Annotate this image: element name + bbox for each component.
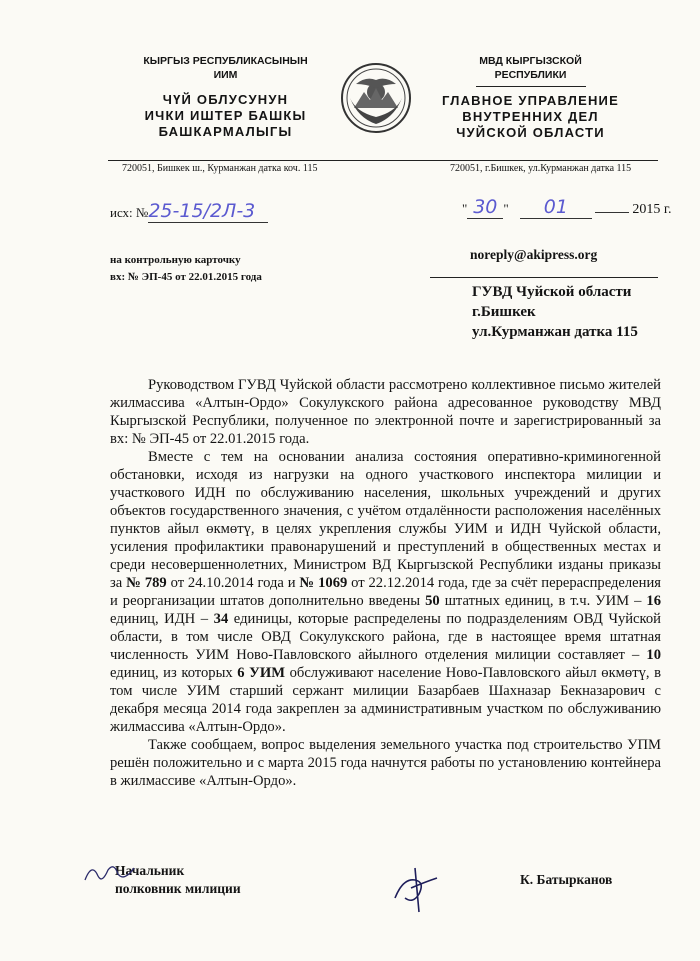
header-right-big-3: ЧУЙСКОЙ ОБЛАСТИ xyxy=(456,125,605,140)
address-left: 720051, Бишкек ш., Курманжан датка коч. 115 xyxy=(122,163,318,174)
body-paragraph-2: Вместе с тем на основании анализа состояния оперативно-криминогенной обстановки, исходя из нагрузки на одного участкового инспектора милиции и участкового ИДН по обслуживанию населения, школьных учреждений и других объектов государственного значения, с учётом отдалённости расположения населённых пунктов айыл өкмөтү, в целях укрепления службы УИМ и ИДН Чуйской области, усиления профилактики правонарушений и преступлений в общественных местах и среди несовершеннолетних, Министром ВД Кыргызской Республики изданы приказы за № 789 от 24.10.2014 года и № 1069 от 22.12.2014 года, где за счёт перераспределения и реорганизации штатов дополнительно введены 50 штатных единиц, в т.ч. УИМ – 16 единиц, ИДН – 34 единицы, которые распределены по подразделениям ОВД Чуйской области, в том числе ОВД Сокулукского района, где в настоящее время штатная численность УИМ Ново-Павловского айылного отделения милиции составляет – 10 единиц, из которых 6 УИМ обслуживают население Ново-Павловского айыл өкмөтү, в том числе УИМ старший сержант милиции Базарбаев Шахназар Бекназарович с декабря месяца 2014 года закреплен за административным участком по обслуживанию жилмассива «Алтын-Ордо». xyxy=(110,449,662,735)
header-right-big-1: ГЛАВНОЕ УПРАВЛЕНИЕ xyxy=(442,93,619,108)
state-emblem-icon xyxy=(340,62,412,134)
header-right-small-2: РЕСПУБЛИКИ xyxy=(494,69,567,81)
control-label: на контрольную карточку xyxy=(110,254,241,266)
header-left-big-2: ИЧКИ ИШТЕР БАШКЫ xyxy=(144,108,307,123)
letter-body xyxy=(110,376,661,790)
recipient-line-3: ул.Курманжан датка 115 xyxy=(472,324,638,340)
body-paragraph-1: Руководством ГУВД Чуйской области рассмотрено коллективное письмо жителей жилмассива «Алтын-Ордо» Сокулукского района адресованное руководству МВД Кыргызской Республики, полученное по электронной почте и зарегистрированный за вх: № ЭП-45 от 22.01.2015 года. xyxy=(110,377,661,447)
body-paragraph-3: Также сообщаем, вопрос выделения земельного участка под строительство УПМ решён положительно и с марта 2015 года начнутся работы по установлению контейнера в жилмассиве «Алтын-Ордо». xyxy=(110,737,661,789)
signature-title-1: Начальник xyxy=(115,863,185,878)
incoming-number: вх: № ЭП-45 от 22.01.2015 года xyxy=(110,271,262,283)
outgoing-handwritten: 25-15/2Л-3 xyxy=(148,200,256,222)
header-left-big-3: БАШКАРМАЛЫГЫ xyxy=(158,124,293,139)
recipient-email: noreply@akipress.org xyxy=(470,247,598,262)
initials-scribble-icon xyxy=(80,858,140,888)
control-card xyxy=(110,252,262,286)
header-right-big-2: ВНУТРЕННИХ ДЕЛ xyxy=(462,109,599,124)
recipient-rule xyxy=(430,277,658,278)
signatory-name: К. Батырканов xyxy=(520,872,613,887)
handwritten-signature-icon xyxy=(385,858,445,918)
recipient-line-1: ГУВД Чуйской области xyxy=(472,284,632,300)
header-right-rule xyxy=(476,86,586,87)
date-year: 2015 г. xyxy=(632,202,672,217)
recipient-line-2: г.Бишкек xyxy=(472,304,536,320)
outgoing-number xyxy=(110,200,268,223)
signature-title-2: полковник милиции xyxy=(115,881,241,896)
date-month: 01 xyxy=(543,196,568,218)
date-day: 30 xyxy=(473,196,498,218)
outgoing-label: исх: № xyxy=(110,205,149,220)
header-left-small-2: ИИМ xyxy=(213,69,238,81)
header-kyrgyz-block xyxy=(118,54,333,140)
header-left-big-1: ЧҮЙ ОБЛУСУНУН xyxy=(162,92,289,107)
document-date: " 30 " 01 2015 г. xyxy=(462,196,672,218)
recipient-address xyxy=(472,282,638,342)
header-separator xyxy=(108,160,658,161)
header-left-small-1: КЫРГЫЗ РЕСПУБЛИКАСЫНЫН xyxy=(143,55,308,67)
address-right: 720051, г.Бишкек, ул.Курманжан датка 115 xyxy=(450,163,632,174)
header-russian-block xyxy=(418,54,643,141)
header-right-small-1: МВД КЫРГЫЗСКОЙ xyxy=(479,55,582,67)
